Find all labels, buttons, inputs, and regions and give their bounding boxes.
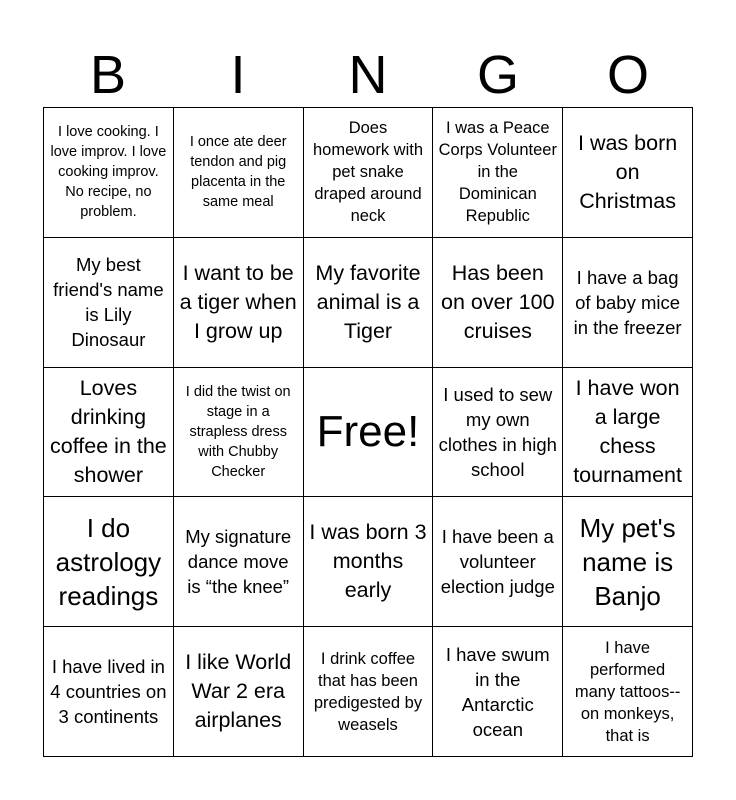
cell-text: I was born 3 months early xyxy=(309,520,427,603)
bingo-cell[interactable] xyxy=(433,238,563,368)
bingo-grid xyxy=(43,107,693,757)
bingo-cell[interactable] xyxy=(433,497,563,627)
bingo-cell[interactable] xyxy=(563,368,693,498)
bingo-cell[interactable] xyxy=(304,497,434,627)
cell-text: My pet's name is Banjo xyxy=(579,512,676,611)
header-letter-b: B xyxy=(89,45,127,105)
bingo-cell[interactable] xyxy=(44,108,174,238)
header-letter-n: N xyxy=(348,45,388,105)
cell-text: Loves drinking coffee in the shower xyxy=(50,375,167,487)
cell-text: Has been on over 100 cruises xyxy=(441,260,555,343)
cell-text: I was a Peace Corps Volunteer in the Dominican Republic xyxy=(438,119,557,226)
bingo-cell[interactable] xyxy=(174,497,304,627)
header-letter-i: I xyxy=(230,45,246,105)
cell-text: I do astrology readings xyxy=(55,512,162,611)
free-space-cell[interactable] xyxy=(304,368,434,498)
bingo-cell[interactable] xyxy=(44,368,174,498)
cell-text: Does homework with pet snake draped around neck xyxy=(312,119,424,226)
bingo-cell[interactable] xyxy=(563,627,693,757)
bingo-cell[interactable] xyxy=(174,238,304,368)
cell-text: I once ate deer tendon and pig placenta in the same meal xyxy=(189,134,287,211)
bingo-cell[interactable] xyxy=(433,368,563,498)
cell-text: I have won a large chess tournament xyxy=(573,375,682,487)
bingo-cell[interactable] xyxy=(44,238,174,368)
bingo-cell[interactable] xyxy=(433,627,563,757)
bingo-cell[interactable] xyxy=(44,497,174,627)
cell-text: My favorite animal is a Tiger xyxy=(315,260,421,343)
bingo-cell[interactable] xyxy=(563,108,693,238)
cell-text: I have swum in the Antarctic ocean xyxy=(445,643,550,740)
bingo-cell[interactable] xyxy=(304,627,434,757)
cell-text: I was born on Christmas xyxy=(578,130,678,213)
bingo-cell[interactable] xyxy=(304,108,434,238)
cell-text: I like World War 2 era airplanes xyxy=(185,650,292,733)
cell-text: I have performed many tattoos--on monkeys, that is xyxy=(574,638,681,745)
cell-text: I drink coffee that has been predigested by weasels xyxy=(313,649,423,734)
bingo-cell[interactable] xyxy=(563,497,693,627)
bingo-cell[interactable] xyxy=(433,108,563,238)
bingo-header xyxy=(43,44,693,106)
header-letter-o: O xyxy=(606,45,649,105)
cell-text: I did the twist on stage in a strapless dress with Chubby Checker xyxy=(185,383,291,480)
cell-text: I have a bag of baby mice in the freezer xyxy=(573,266,682,338)
cell-text: I love cooking. I love improv. I love cooking improv. No recipe, no problem. xyxy=(50,124,167,221)
cell-text: I used to sew my own clothes in high school xyxy=(438,383,557,480)
cell-text: I have lived in 4 countries on 3 continents xyxy=(50,656,167,728)
bingo-cell[interactable] xyxy=(174,108,304,238)
bingo-cell[interactable] xyxy=(44,627,174,757)
bingo-cell[interactable] xyxy=(174,368,304,498)
cell-text: My signature dance move is “the knee” xyxy=(185,526,292,598)
bingo-cell[interactable] xyxy=(304,238,434,368)
cell-text: My best friend's name is Lily Dinosaur xyxy=(53,254,164,351)
cell-text: I want to be a tiger when I grow up xyxy=(179,260,297,343)
bingo-cell[interactable] xyxy=(174,627,304,757)
header-letter-g: G xyxy=(476,45,519,105)
cell-text: I have been a volunteer election judge xyxy=(440,526,555,598)
free-space-text: Free! xyxy=(316,406,420,456)
bingo-cell[interactable] xyxy=(563,238,693,368)
